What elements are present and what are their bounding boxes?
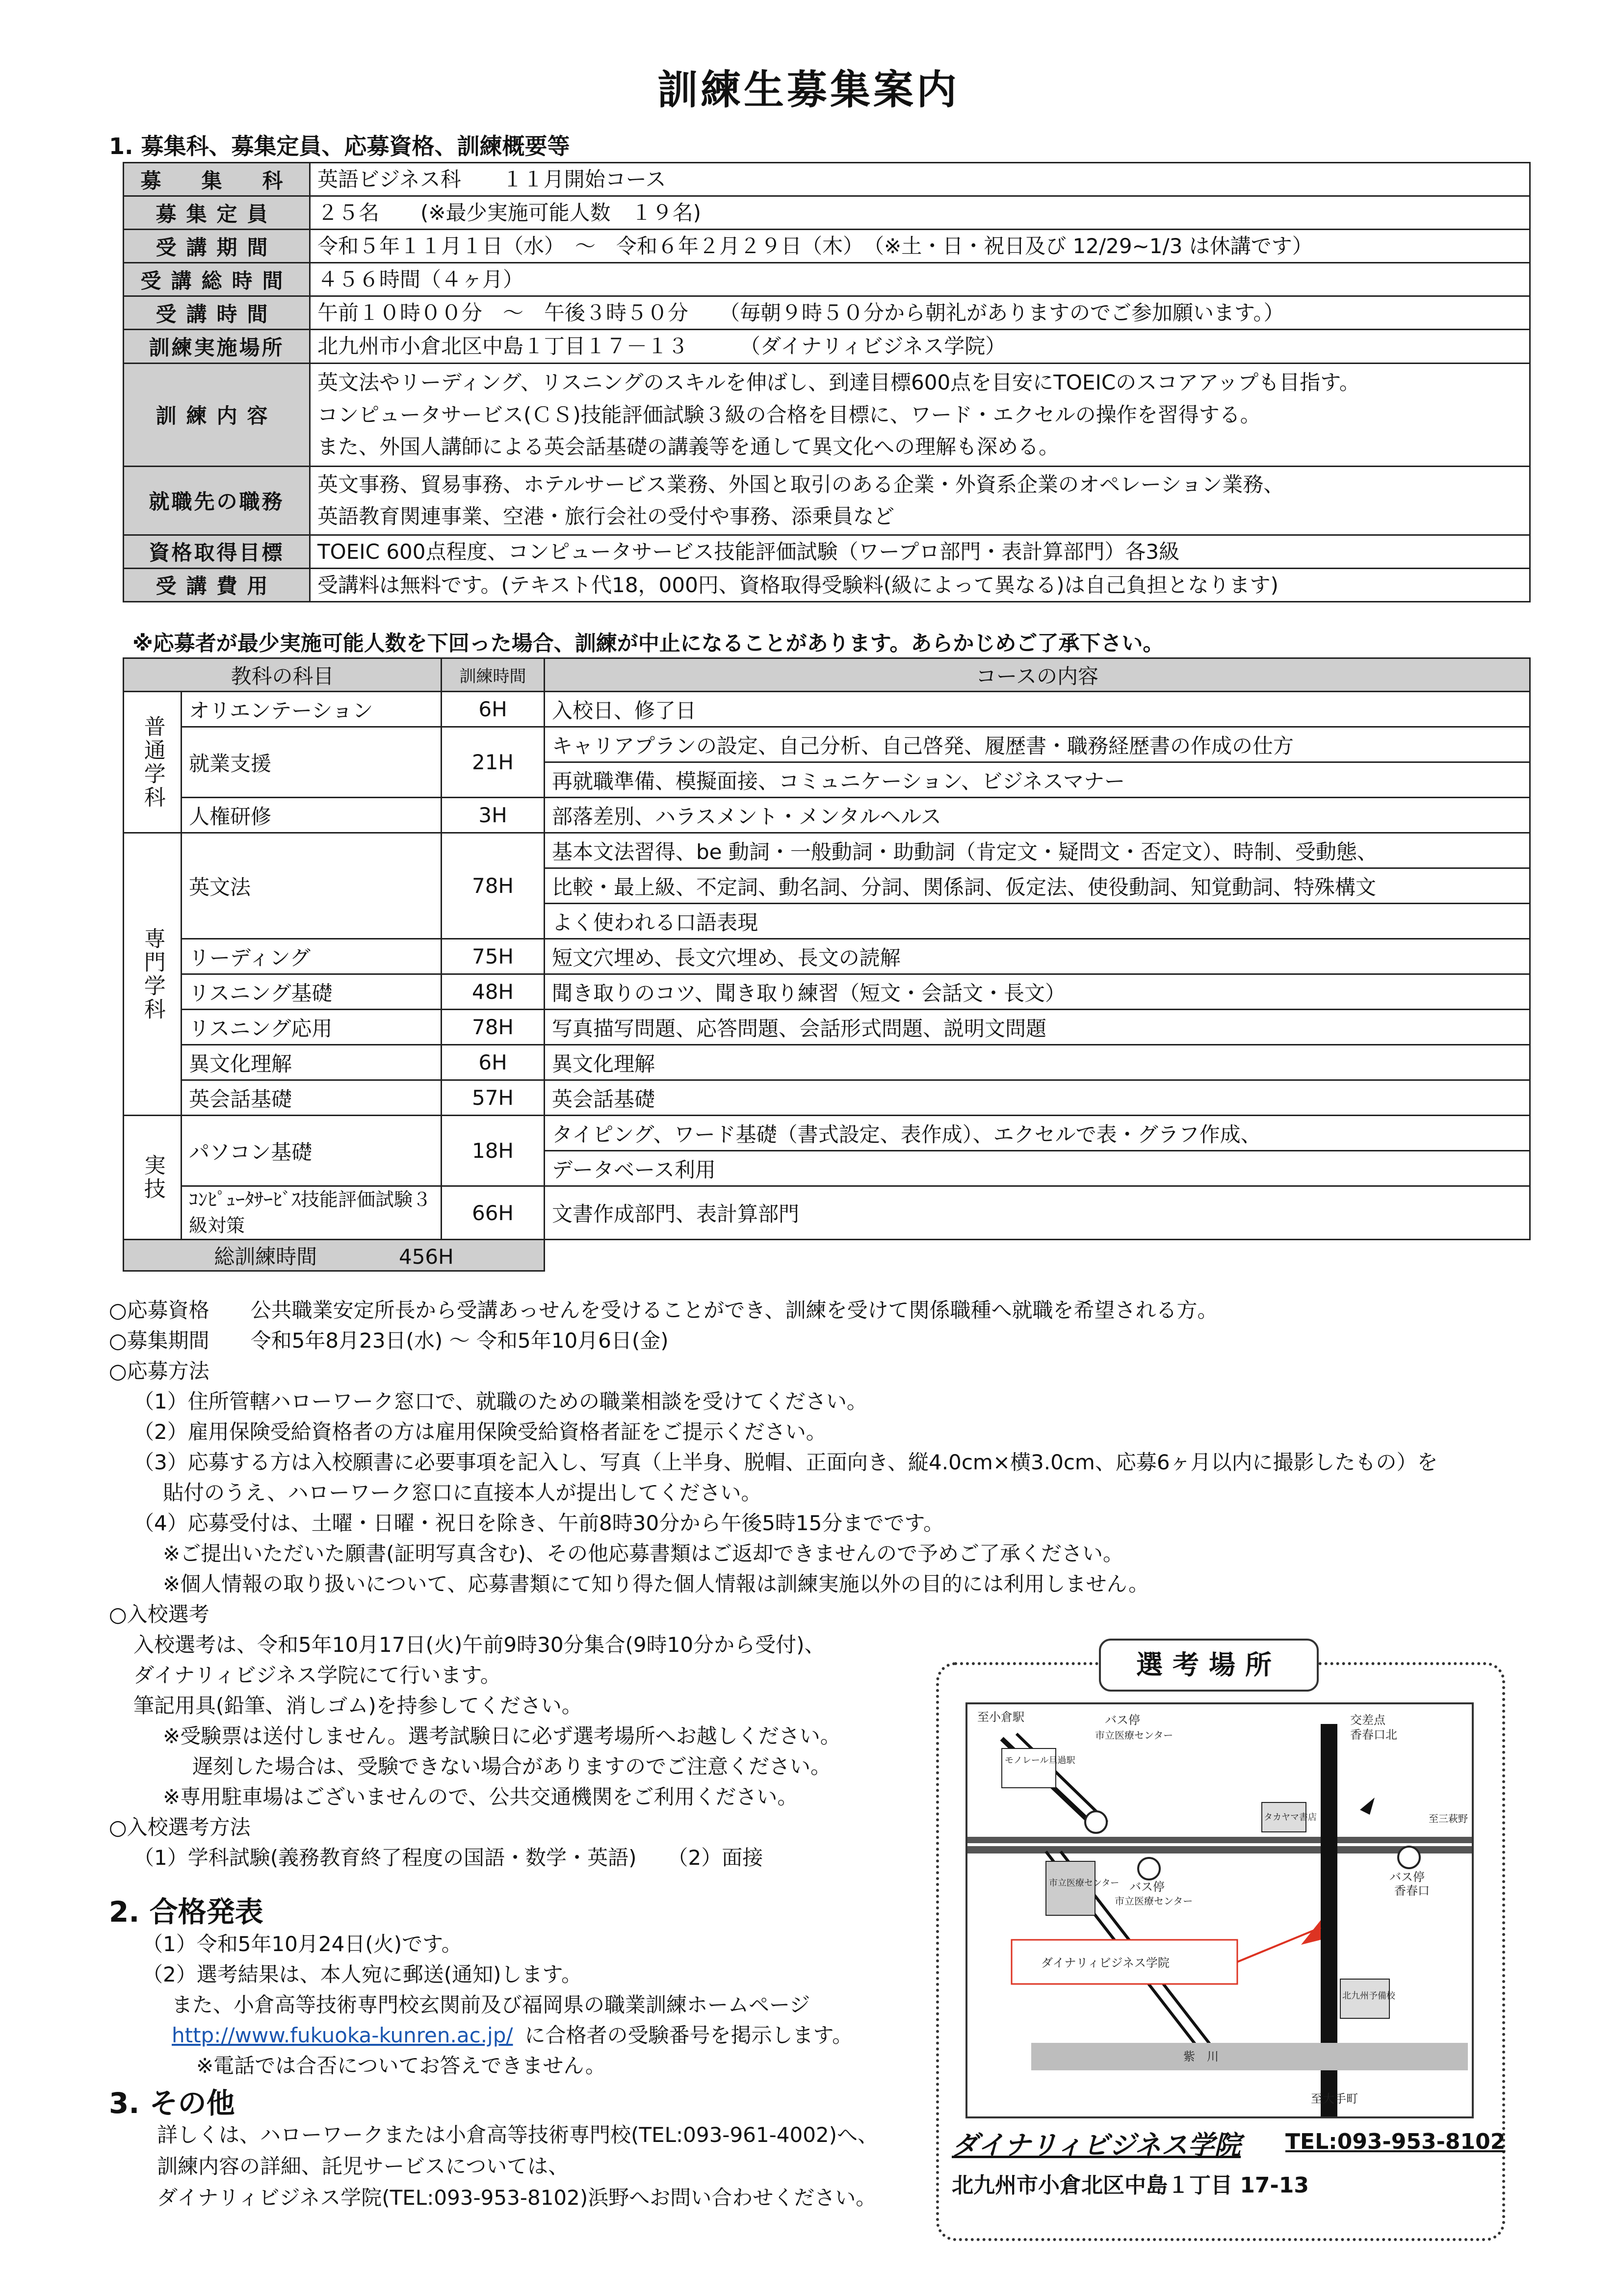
- overview-row: [124, 466, 1530, 535]
- overview-value: [310, 263, 1530, 296]
- curriculum-content: 基本文法習得、be 動詞・一般動詞・助動詞（肯定文・疑問文・否定文）、時制、受動態、: [545, 833, 1530, 868]
- curriculum-row: [124, 939, 1530, 974]
- curriculum-subject: ｺﾝﾋﾟｭｰﾀｻｰﾋﾞｽ技能評価試験３級対策: [182, 1186, 442, 1240]
- overview-value-line: 英文法やリーディング、リスニングのスキルを伸ばし、到達目標600点を目安にTOEICのスコアアップも目指す。: [317, 370, 1360, 395]
- curriculum-row: [124, 974, 1530, 1010]
- curriculum-content: キャリアプランの設定、自己分析、自己啓発、履歴書・職務経歴書の作成の仕方: [545, 727, 1530, 762]
- overview-value: [310, 296, 1530, 330]
- overview-label: 資格取得目標: [124, 535, 310, 568]
- curriculum-subject: 英文法: [182, 833, 442, 939]
- overview-row: [124, 330, 1530, 363]
- curriculum-content: 入校日、修了日: [545, 692, 1530, 727]
- section3-heading: 3. その他: [109, 2087, 235, 2120]
- map-footer-tel: TEL:093-953-8102: [1285, 2129, 1506, 2154]
- overview-value: [310, 466, 1530, 535]
- bus-stop-1-name: 市立医療センター: [1095, 1729, 1174, 1741]
- body-line: ※受験票は送付しません。選考試験日に必ず選考場所へお越しください。: [163, 1724, 841, 1748]
- body-line: 入校選考は、令和5年10月17日(火)午前9時30分集合(9時10分から受付)、: [133, 1633, 825, 1657]
- map-footer-name: ダイナリィビジネス学院: [952, 2130, 1241, 2161]
- body-line: ○入校選考: [109, 1602, 209, 1626]
- section2-line: （1）令和5年10月24日(火)です。: [142, 1932, 462, 1956]
- curriculum-row: [124, 1080, 1530, 1116]
- curriculum-hours: 75H: [442, 939, 545, 974]
- curriculum-row: [124, 692, 1530, 727]
- bus-stop-icon: [1398, 1847, 1420, 1868]
- body-line: （1）住所管轄ハローワーク窓口で、就職のための職業相談を受けてください。: [133, 1389, 867, 1413]
- overview-value-line: ４５６時間（４ヶ月）: [317, 267, 524, 292]
- overview-label: 受講総時間: [124, 263, 310, 296]
- overview-value: [310, 568, 1530, 601]
- monorail-label: モノレール旦過駅: [1005, 1755, 1075, 1766]
- overview-value: [310, 330, 1530, 363]
- curriculum-category: 普通学科: [124, 692, 182, 833]
- curriculum-subject: 英会話基礎: [182, 1080, 442, 1116]
- curriculum-content: 聞き取りのコツ、聞き取り練習（短文・会話文・長文）: [545, 974, 1530, 1010]
- header-subject: 教科の科目: [124, 658, 442, 692]
- overview-label: 受講費用: [124, 568, 310, 601]
- bus-stop-icon: [1138, 1858, 1160, 1879]
- curriculum-row: [124, 798, 1530, 833]
- page-title: 訓練生募集案内: [657, 67, 960, 113]
- curriculum-content: 短文穴埋め、長文穴埋め、長文の読解: [545, 939, 1530, 974]
- intersection-name: 香春口北: [1350, 1728, 1397, 1742]
- station-label: 至小倉駅: [977, 1710, 1024, 1724]
- curriculum-subject: 人権研修: [182, 798, 442, 833]
- overview-label: 募 集 科: [124, 163, 310, 196]
- overview-value-line: コンピュータサービス(ＣＳ)技能評価試験３級の合格を目標に、ワード・エクセルの操作を習得する。: [317, 402, 1261, 427]
- overview-row: [124, 196, 1530, 230]
- bus-stop-2-label: バス停: [1129, 1880, 1165, 1894]
- overview-label: 受講期間: [124, 230, 310, 263]
- curriculum-table: [123, 657, 1531, 1272]
- curriculum-hours: 6H: [442, 1045, 545, 1080]
- curriculum-row: [124, 833, 1530, 868]
- overview-label: 訓練実施場所: [124, 330, 310, 363]
- to-mikazuki-label: 至三萩野: [1429, 1813, 1468, 1825]
- overview-value: [310, 535, 1530, 568]
- overview-row: [124, 263, 1530, 296]
- overview-value-line: 北九州市小倉北区中島１丁目１７－１３ （ダイナリィビジネス学院）: [317, 334, 1006, 359]
- curriculum-content: 異文化理解: [545, 1045, 1530, 1080]
- hospital-building: [1046, 1861, 1095, 1915]
- overview-row: [124, 296, 1530, 330]
- bus-stop-2-name: 市立医療センター: [1115, 1895, 1193, 1907]
- overview-row: [124, 163, 1530, 196]
- curriculum-hours: 3H: [442, 798, 545, 833]
- section2-note: ※電話では合否についてお答えできません。: [196, 2054, 606, 2078]
- overview-value: [310, 196, 1530, 230]
- curriculum-category: 実技: [124, 1116, 182, 1240]
- curriculum-subject: リーディング: [182, 939, 442, 974]
- overview-row: [124, 535, 1530, 568]
- body-line: 筆記用具(鉛筆、消しゴム)を持参してください。: [133, 1694, 582, 1718]
- body-line: 貼付のうえ、ハローワーク窓口に直接本人が提出してください。: [163, 1481, 762, 1505]
- curriculum-row: [124, 727, 1530, 762]
- body-line: ※専用駐車場はございませんので、公共交通機関をご利用ください。: [163, 1785, 798, 1809]
- curriculum-subject: リスニング基礎: [182, 974, 442, 1010]
- overview-row: [124, 568, 1530, 601]
- curriculum-content: よく使われる口語表現: [545, 904, 1530, 939]
- curriculum-row: [124, 1010, 1530, 1045]
- curriculum-hours: 57H: [442, 1080, 545, 1116]
- curriculum-content: 文書作成部門、表計算部門: [545, 1186, 1530, 1240]
- overview-value: [310, 230, 1530, 263]
- curriculum-category: 専門学科: [124, 833, 182, 1116]
- curriculum-subject: 就業支援: [182, 727, 442, 798]
- minimum-note: ※応募者が最少実施可能人数を下回った場合、訓練が中止になることがあります。あらかじめご了承下さい。: [132, 631, 1164, 656]
- body-line: ○募集期間 令和5年8月23日(水) ～ 令和5年10月6日(金): [109, 1329, 669, 1353]
- overview-value-line: 午前１０時００分 ～ 午後３時５０分 （毎朝９時５０分から朝礼がありますのでご参加願います。）: [317, 301, 1284, 325]
- section2-body: [142, 1929, 853, 2081]
- curriculum-row: [124, 1186, 1530, 1240]
- url-line: [142, 2020, 853, 2051]
- url-suffix: に合格者の受験番号を掲示します。: [524, 2023, 853, 2047]
- section2-line: （2）選考結果は、本人宛に郵送(通知)します。: [142, 1962, 582, 1986]
- to-ote-label: 至大手町: [1311, 2092, 1358, 2106]
- river-label: 紫 川: [1183, 2050, 1219, 2063]
- curriculum-subject: パソコン基礎: [182, 1116, 442, 1186]
- body-line: （4）応募受付は、土曜・日曜・祝日を除き、午前8時30分から午後5時15分までです。: [133, 1511, 944, 1535]
- section2-heading: 2. 合格発表: [109, 1895, 263, 1929]
- access-map: [965, 1702, 1474, 2118]
- curriculum-hours: 66H: [442, 1186, 545, 1240]
- intersection-label: 交差点: [1350, 1713, 1385, 1727]
- arrow-icon: [1360, 1798, 1375, 1815]
- bus-stop-3-name: 香春口: [1394, 1884, 1430, 1898]
- overview-value-line: 英語教育関連事業、空港・旅行会社の受付や事務、添乗員など: [317, 504, 895, 529]
- body-line: （1）学科試験(義務教育終了程度の国語・数学・英語) （2）面接: [133, 1846, 763, 1870]
- bus-stop-3-label: バス停: [1389, 1870, 1425, 1884]
- body-line: （3）応募する方は入校願書に必要事項を記入し、写真（上半身、脱帽、正面向き、縦4.0cm×横3.0cm、応募6ヶ月以内に撮影したもの）を: [133, 1450, 1438, 1474]
- bus-stop-icon: [1085, 1811, 1107, 1833]
- body-line: ダイナリィビジネス学院にて行います。: [133, 1663, 501, 1687]
- curriculum-row: [124, 1045, 1530, 1080]
- curriculum-hours: 78H: [442, 1010, 545, 1045]
- overview-value-line: また、外国人講師による英会話基礎の講義等を通して異文化への理解も深める。: [317, 434, 1060, 459]
- curriculum-content: 英会話基礎: [545, 1080, 1530, 1116]
- bus-stop-1-label: バス停: [1105, 1713, 1140, 1727]
- curriculum-hours: 18H: [442, 1116, 545, 1186]
- body-line: ○応募資格 公共職業安定所長から受講あっせんを受けることができ、訓練を受けて関係職種へ就職を希望される方。: [109, 1298, 1218, 1322]
- overview-row: [124, 230, 1530, 263]
- river: [1031, 2043, 1468, 2070]
- curriculum-hours: 21H: [442, 727, 545, 798]
- section1-heading: 1. 募集科、募集定員、応募資格、訓練概要等: [109, 133, 570, 159]
- section3-body: [157, 2119, 878, 2214]
- overview-value: [310, 363, 1530, 466]
- body-line: ※ご提出いただいた願書(証明写真含む)、その他応募書類はご返却できませんので予めご了承ください。: [163, 1541, 1123, 1565]
- overview-value-line: 受講料は無料です。(テキスト代18，000円、資格取得受験料(級によって異なる)は自己負担となります): [317, 573, 1278, 597]
- section3-line: 訓練内容の詳細、託児サービスについては、: [157, 2154, 569, 2178]
- overview-label: 募集定員: [124, 196, 310, 230]
- overview-value: [310, 163, 1530, 196]
- section3-line: 詳しくは、ハローワークまたは小倉高等技術専門校(TEL:093-961-4002)へ、: [157, 2123, 879, 2147]
- overview-label: 訓練内容: [124, 363, 310, 466]
- section2-line: また、小倉高等技術専門校玄関前及び福岡県の職業訓練ホームページ: [172, 1993, 810, 2017]
- curriculum-content: 写真描写問題、応答問題、会話形式問題、説明文問題: [545, 1010, 1530, 1045]
- overview-value-line: 英文事務、貿易事務、ホテルサービス業務、外国と取引のある企業・外資系企業のオペレーション業務、: [317, 472, 1284, 496]
- overview-value-line: 令和５年１１月１日（水） ～ 令和６年２月２９日（木） （※土・日・祝日及び 12/29~1/3 は休講です）: [317, 234, 1313, 259]
- curriculum-subject: リスニング応用: [182, 1010, 442, 1045]
- homepage-link[interactable]: http://www.fukuoka-kunren.ac.jp/: [172, 2023, 513, 2047]
- body-line: ○入校選考方法: [109, 1815, 251, 1839]
- curriculum-row: [124, 1116, 1530, 1151]
- curriculum-content: タイピング、ワード基礎（書式設定、表作成）、エクセルで表・グラフ作成、: [545, 1116, 1530, 1151]
- header-content: コースの内容: [545, 658, 1530, 692]
- overview-value-line: ２５名 (※最少実施可能人数 １９名): [317, 201, 701, 225]
- map-address: 北九州市小倉北区中島１丁目 17-13: [952, 2173, 1309, 2198]
- header-hours: 訓練時間: [442, 658, 545, 692]
- overview-row: [124, 363, 1530, 466]
- body-line: ○応募方法: [109, 1359, 209, 1383]
- school-label: ダイナリィビジネス学院: [1041, 1956, 1170, 1970]
- curriculum-content: 再就職準備、模擬面接、コミュニケーション、ビジネスマナー: [545, 762, 1530, 798]
- curriculum-hours: 6H: [442, 692, 545, 727]
- total-hours: 456H: [398, 1244, 454, 1269]
- curriculum-subject: オリエンテーション: [182, 692, 442, 727]
- bookstore-label: タカヤマ書店: [1264, 1812, 1317, 1823]
- overview-table: [123, 162, 1531, 602]
- hospital-label: 市立医療センター: [1049, 1878, 1120, 1888]
- total-row: [124, 1240, 545, 1271]
- curriculum-hours: 78H: [442, 833, 545, 939]
- curriculum-subject: 異文化理解: [182, 1045, 442, 1080]
- prep-school-label: 北九州予備校: [1342, 1991, 1395, 2001]
- overview-label: 受講時間: [124, 296, 310, 330]
- curriculum-content: 比較・最上級、不定詞、動名詞、分詞、関係詞、仮定法、使役動詞、知覚動詞、特殊構文: [545, 868, 1530, 904]
- overview-value-line: TOEIC 600点程度、コンピュータサービス技能評価試験（ワープロ部門・表計算部門）各3級: [317, 539, 1180, 564]
- curriculum-content: 部落差別、ハラスメント・メンタルヘルス: [545, 798, 1530, 833]
- overview-label: 就職先の職務: [124, 466, 310, 535]
- total-label: 総訓練時間: [214, 1244, 317, 1269]
- overview-value-line: 英語ビジネス科 １１月開始コース: [317, 167, 666, 191]
- curriculum-content: データベース利用: [545, 1151, 1530, 1186]
- section3-line: ダイナリィビジネス学院(TEL:093-953-8102)浜野へお問い合わせください。: [157, 2186, 877, 2210]
- curriculum-hours: 48H: [442, 974, 545, 1010]
- body-line: ※個人情報の取り扱いについて、応募書類にて知り得た個人情報は訓練実施以外の目的には利用しません。: [163, 1572, 1149, 1596]
- body-line: （2）雇用保険受給資格者の方は雇用保険受給資格者証をご提示ください。: [133, 1420, 827, 1444]
- body-line: 遅刻した場合は、受験できない場合がありますのでご注意ください。: [192, 1754, 832, 1778]
- map-heading: 選考場所: [1099, 1639, 1319, 1692]
